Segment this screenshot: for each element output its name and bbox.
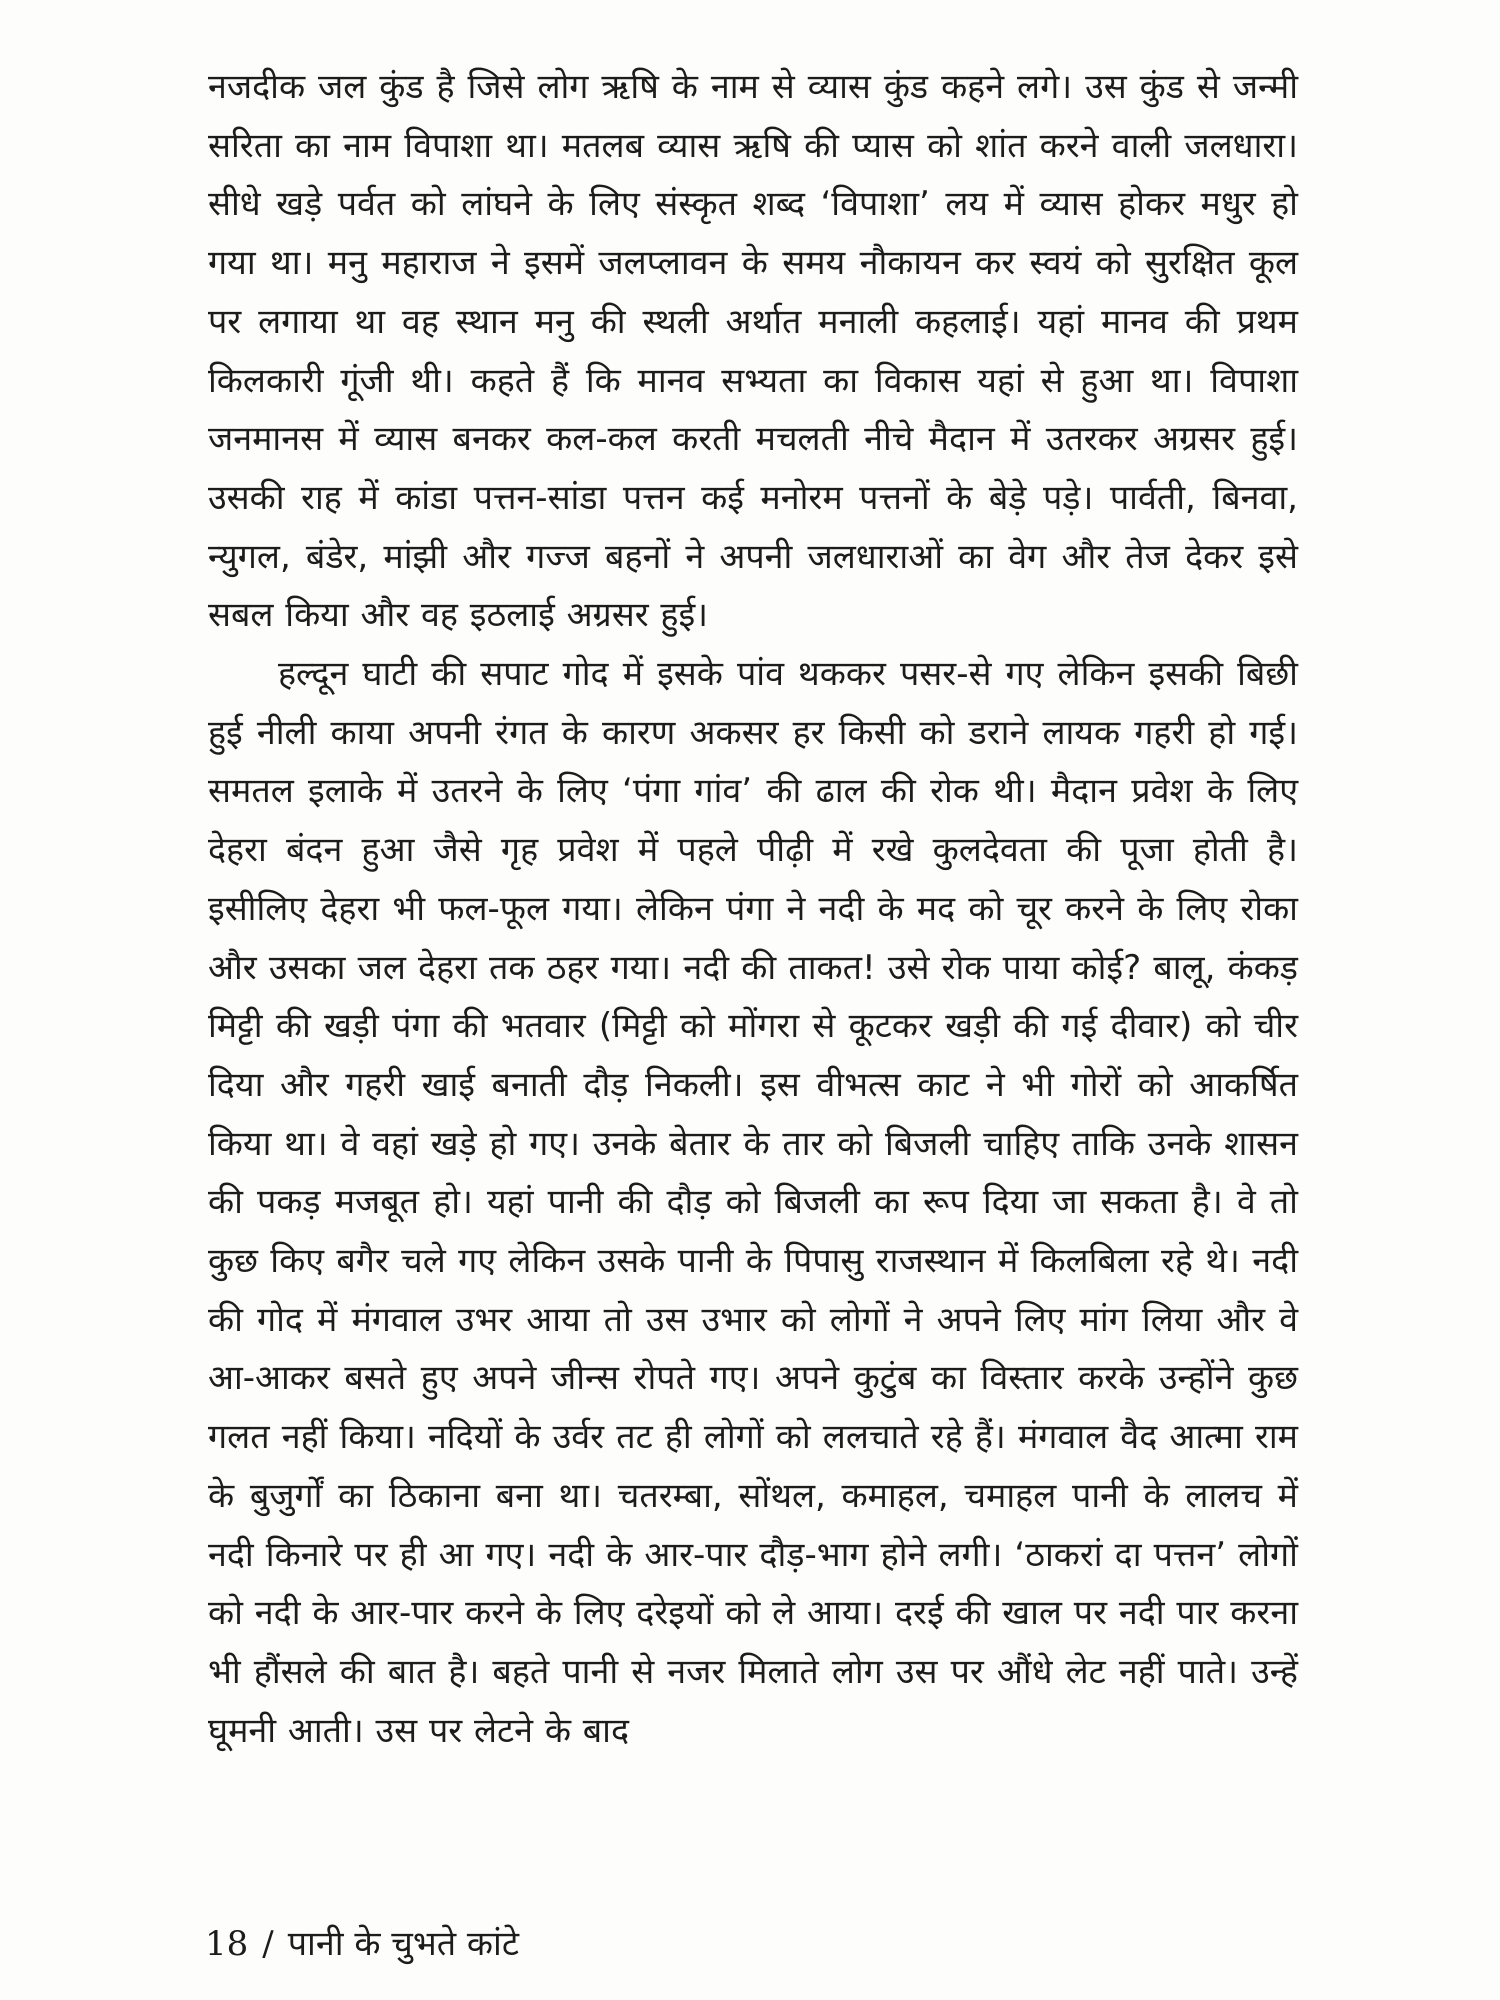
page-number: 18 [205,1924,249,1964]
body-text [208,58,1298,1760]
book-title: पानी के चुभते कांटे [287,1924,519,1964]
paragraph-1: नजदीक जल कुंड है जिसे लोग ऋषि के नाम से व्यास कुंड कहने लगे। उस कुंड से जन्मी सरिता का नाम विपाशा था। मतलब व्यास ऋषि की प्यास को शांत करने वाली जलधारा। सीधे खड़े पर्वत को लांघने के लिए संस्कृत शब्द ‘विपाशा’ लय में व्यास होकर मधुर हो गया था। मनु महाराज ने इसमें जलप्लावन के समय नौकायन कर स्वयं को सुरक्षित कूल पर लगाया था वह स्थान मनु की स्थली अर्थात मनाली कहलाई। यहां मानव की प्रथम किलकारी गूंजी थी। कहते हैं कि मानव सभ्यता का विकास यहां से हुआ था। विपाशा जनमानस में व्यास बनकर कल-कल करती मचलती नीचे मैदान में उतरकर अग्रसर हुई। उसकी राह में कांडा पत्तन-सांडा पत्तन कई मनोरम पत्तनों के बेड़े पड़े। पार्वती, बिनवा, न्युगल, बंडेर, मांझी और गज्ज बहनों ने अपनी जलधाराओं का वेग और तेज देकर इसे सबल किया और वह इठलाई अग्रसर हुई। [208,67,1298,636]
page-footer [205,1922,519,1966]
paragraph-2: हल्दून घाटी की सपाट गोद में इसके पांव थककर पसर-से गए लेकिन इसकी बिछी हुई नीली काया अपनी रंगत के कारण अकसर हर किसी को डराने लायक गहरी हो गई। समतल इलाके में उतरने के लिए ‘पंगा गांव’ की ढाल की रोक थी। मैदान प्रवेश के लिए देहरा बंदन हुआ जैसे गृह प्रवेश में पहले पीढ़ी में रखे कुलदेवता की पूजा होती है। इसीलिए देहरा भी फल-फूल गया। लेकिन पंगा ने नदी के मद को चूर करने के लिए रोका और उसका जल देहरा तक ठहर गया। नदी की ताकत! उसे रोक पाया कोई? बालू, कंकड़ मिट्टी की खड़ी पंगा की भतवार (मिट्टी को मोंगरा से कूटकर खड़ी की गई दीवार) को चीर दिया और गहरी खाई बनाती दौड़ निकली। इस वीभत्स काट ने भी गोरों को आकर्षित किया था। वे वहां खड़े हो गए। उनके बेतार के तार को बिजली चाहिए ताकि उनके शासन की पकड़ मजबूत हो। यहां पानी की दौड़ को बिजली का रूप दिया जा सकता है। वे तो कुछ किए बगैर चले गए लेकिन उसके पानी के पिपासु राजस्थान में किलबिला रहे थे। नदी की गोद में मंगवाल उभर आया तो उस उभार को लोगों ने अपने लिए मांग लिया और वे आ-आकर बसते हुए अपने जीन्स रोपते गए। अपने कुटुंब का विस्तार करके उन्होंने कुछ गलत नहीं किया। नदियों के उर्वर तट ही लोगों को ललचाते रहे हैं। मंगवाल वैद आत्मा राम के बुजुर्गों का ठिकाना बना था। चतरम्बा, सोंथल, कमाहल, चमाहल पानी के लालच में नदी किनारे पर ही आ गए। नदी के आर-पार दौड़-भाग होने लगी। ‘ठाकरां दा पत्तन’ लोगों को नदी के आर-पार करने के लिए दरेइयों को ले आया। दरई की खाल पर नदी पार करना भी हौंसले की बात है। बहते पानी से नजर मिलाते लोग उस पर औंधे लेट नहीं पाते। उन्हें घूमनी आती। उस पर लेटने के बाद [208,654,1298,1751]
footer-separator: / [262,1924,274,1964]
